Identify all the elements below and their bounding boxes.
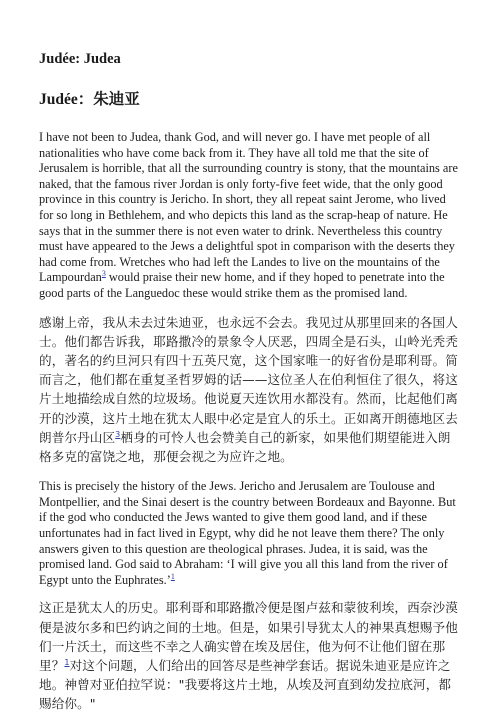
paragraph-chinese-2 [39, 598, 461, 713]
footnote-link[interactable]: 1 [64, 657, 70, 667]
footnote-link[interactable]: 1 [170, 571, 175, 581]
paragraph-text: would praise their new home, and if they hoped to penetrate into the good parts of the Languedoc these would strike them as the promised land. [39, 270, 445, 300]
heading-chinese: Judée：朱迪亚 [39, 91, 140, 108]
paragraph-text: This is precisely the history of the Jews. Jericho and Jerusalem are Toulouse and Montpellier, and the Sinai desert is the country between Bordeaux and Bayonne. But if the god who conducted the Jews wanted to give them good land, and if these unfortunates had in fact lived in Egypt, why did he not leave them there? The only answers given to this question are theological phrases. Judea, it is said, was the promised land. God said to Abraham: ‘I will give you all this land from the river of Egypt unto the Euphrates.’ [39, 479, 456, 587]
paragraph-chinese-1 [39, 313, 461, 467]
paragraph-english-1 [39, 130, 461, 302]
paragraph-text: 栖身的可怜人也会赞美自己的新家，如果他们期望能进入朗格多克的富饶之地，那便会视之为应许之地。 [39, 429, 451, 464]
heading-english: Judée: Judea [39, 51, 121, 67]
footnote-link[interactable]: 3 [101, 269, 106, 279]
paragraph-english-2 [39, 479, 461, 588]
paragraph-text: 对这个问题，人们给出的回答尽是些神学套话。据说朱迪亚是应许之地。神曾对亚伯拉罕说："我要将这片土地，从埃及河直到幼发拉底河，都赐给你。" [39, 657, 452, 712]
paragraph-text: 感谢上帝，我从未去过朱迪亚，也永远不会去。我见过从那里回来的各国人士。他们都告诉我，耶路撒冷的景象令人厌恶，四周全是石头，山岭光秃秃的，著名的约旦河只有四十五英尺宽，这个国家唯一的好省份是耶利哥。简而言之，他们都在重复圣哲罗姆的话——这位圣人在伯利恒住了很久，将这片土地描绘成自然的垃圾场。他说夏天连饮用水都没有。然而，比起他们离开的沙漠，这片土地在犹太人眼中必定是宜人的乐土。正如离开朗德地区去朗普尔丹山区 [39, 314, 458, 445]
footnote-link[interactable]: 3 [115, 429, 121, 439]
paragraph-text: I have not been to Judea, thank God, and will never go. I have met people of all nationalities who have come back from it. They have all told me that the site of Jerusalem is horrible, that all the surrounding country is stony, that the mountains are naked, that the famous river Jordan is only forty-five feet wide, that the only good province in this country is Jericho. In short, they all repeat saint Jerome, who lived for so long in Bethlehem, and who depicts this land as the scrap-heap of nature. He says that in the summer there is not even water to drink. Nevertheless this country must have appeared to the Jews a delightful spot in comparison with the deserts they had come from. Wretches who had left the Landes to live on the mountains of the Lampourdan [39, 130, 458, 285]
paragraph-text: 这正是犹太人的历史。耶利哥和耶路撒冷便是图卢兹和蒙彼利埃，西奈沙漠便是波尔多和巴约讷之间的土地。但是，如果引导犹太人的神果真想赐予他们一片沃土，而这些不幸之人确实曾在埃及居住，他为何不让他们留在那里？ [39, 600, 458, 673]
